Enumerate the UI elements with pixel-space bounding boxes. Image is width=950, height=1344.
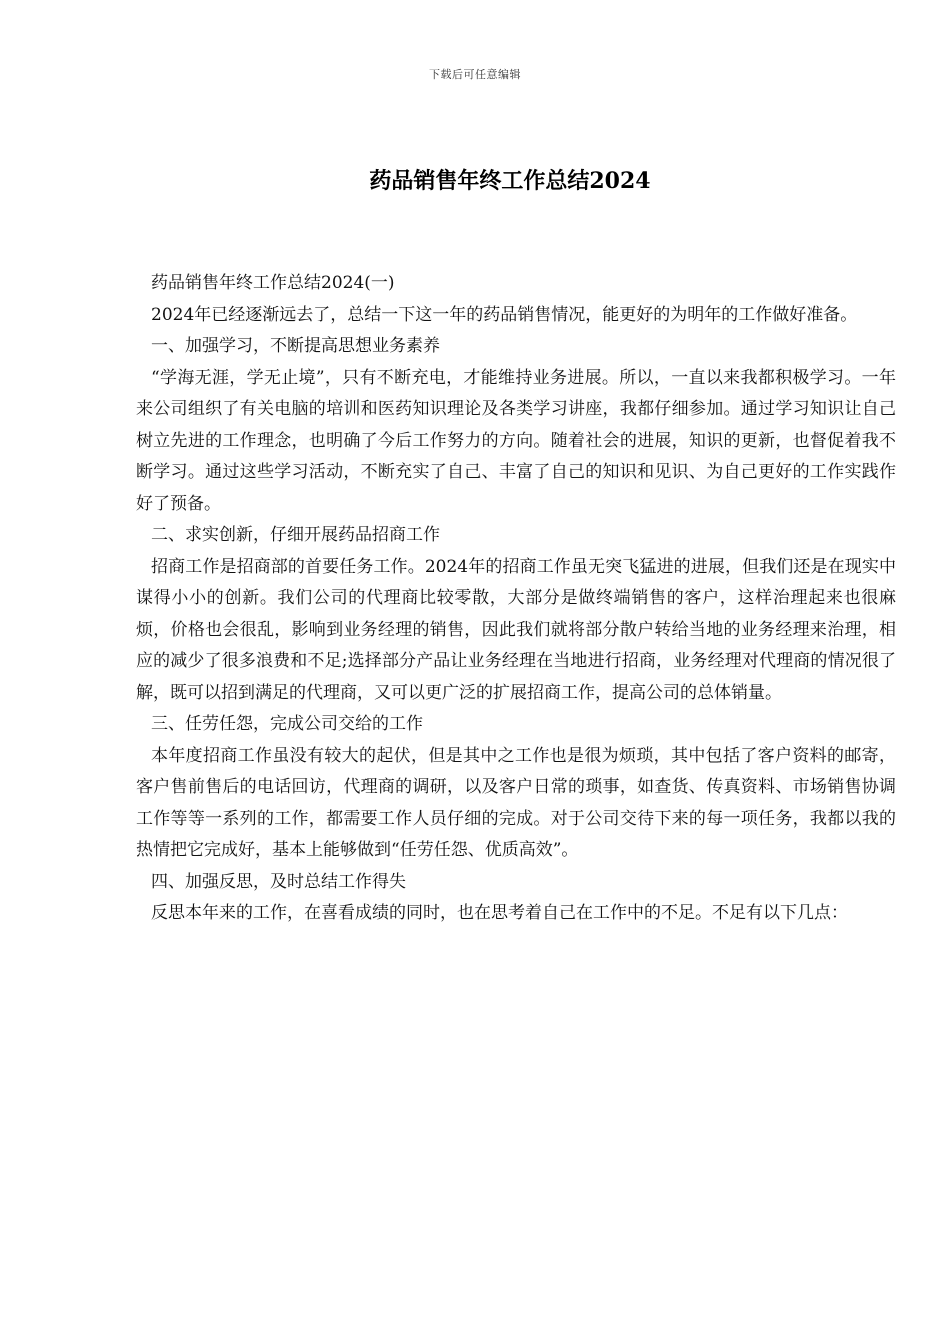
section-paragraph-1: “学海无涯，学无止境”，只有不断充电，才能维持业务进展。所以，一直以来我都积极学习。一年来公司组织了有关电脑的培训和医药知识理论及各类学习讲座，我都仔细参加。通过学习知识让自己树立先进的工作理念，也明确了今后工作努力的方向。随着社会的进展，知识的更新，也督促着我不断学习。通过这些学习活动，不断充实了自己、丰富了自己的知识和见识、为自己更好的工作实践作好了预备。 [136, 367, 896, 514]
section-heading-2: 二、求实创新，仔细开展药品招商工作 [151, 525, 440, 545]
section-heading-1: 一、加强学习，不断提高思想业务素养 [151, 336, 440, 356]
intro-paragraph: 2024年已经逐渐远去了，总结一下这一年的药品销售情况，能更好的为明年的工作做好准备。 [151, 304, 858, 325]
document-title: 药品销售年终工作总结2024 [369, 168, 651, 194]
section-paragraph-3: 本年度招商工作虽没有较大的起伏，但是其中之工作也是很为烦琐，其中包括了客户资料的邮寄，客户售前售后的电话回访，代理商的调研，以及客户日常的琐事，如查货、传真资料、市场销售协调工作等等一系列的工作，都需要工作人员仔细的完成。对于公司交待下来的每一项任务，我都以我的热情把它完成好，基本上能够做到“任劳任怨、优质高效”。 [136, 745, 896, 860]
header-note: 下载后可任意编辑 [429, 68, 521, 81]
section-heading-3: 三、任劳任怨，完成公司交给的工作 [151, 714, 423, 734]
section-paragraph-4: 反思本年来的工作，在喜看成绩的同时，也在思考着自己在工作中的不足。不足有以下几点： [151, 903, 848, 923]
section-paragraph-2: 招商工作是招商部的首要任务工作。2024年的招商工作虽无突飞猛进的进展，但我们还是在现实中谋得小小的创新。我们公司的代理商比较零散，大部分是做终端销售的客户，这样治理起来也很麻烦，价格也会很乱，影响到业务经理的销售，因此我们就将部分散户转给当地的业务经理来治理，相应的减少了很多浪费和不足;选择部分产品让业务经理在当地进行招商，业务经理对代理商的情况很了解，既可以招到满足的代理商，又可以更广泛的扩展招商工作，提高公司的总体销量。 [136, 556, 896, 703]
document-body [136, 268, 896, 930]
section-heading-4: 四、加强反思，及时总结工作得失 [151, 871, 406, 892]
subtitle-line: 药品销售年终工作总结2024(一) [151, 273, 395, 293]
